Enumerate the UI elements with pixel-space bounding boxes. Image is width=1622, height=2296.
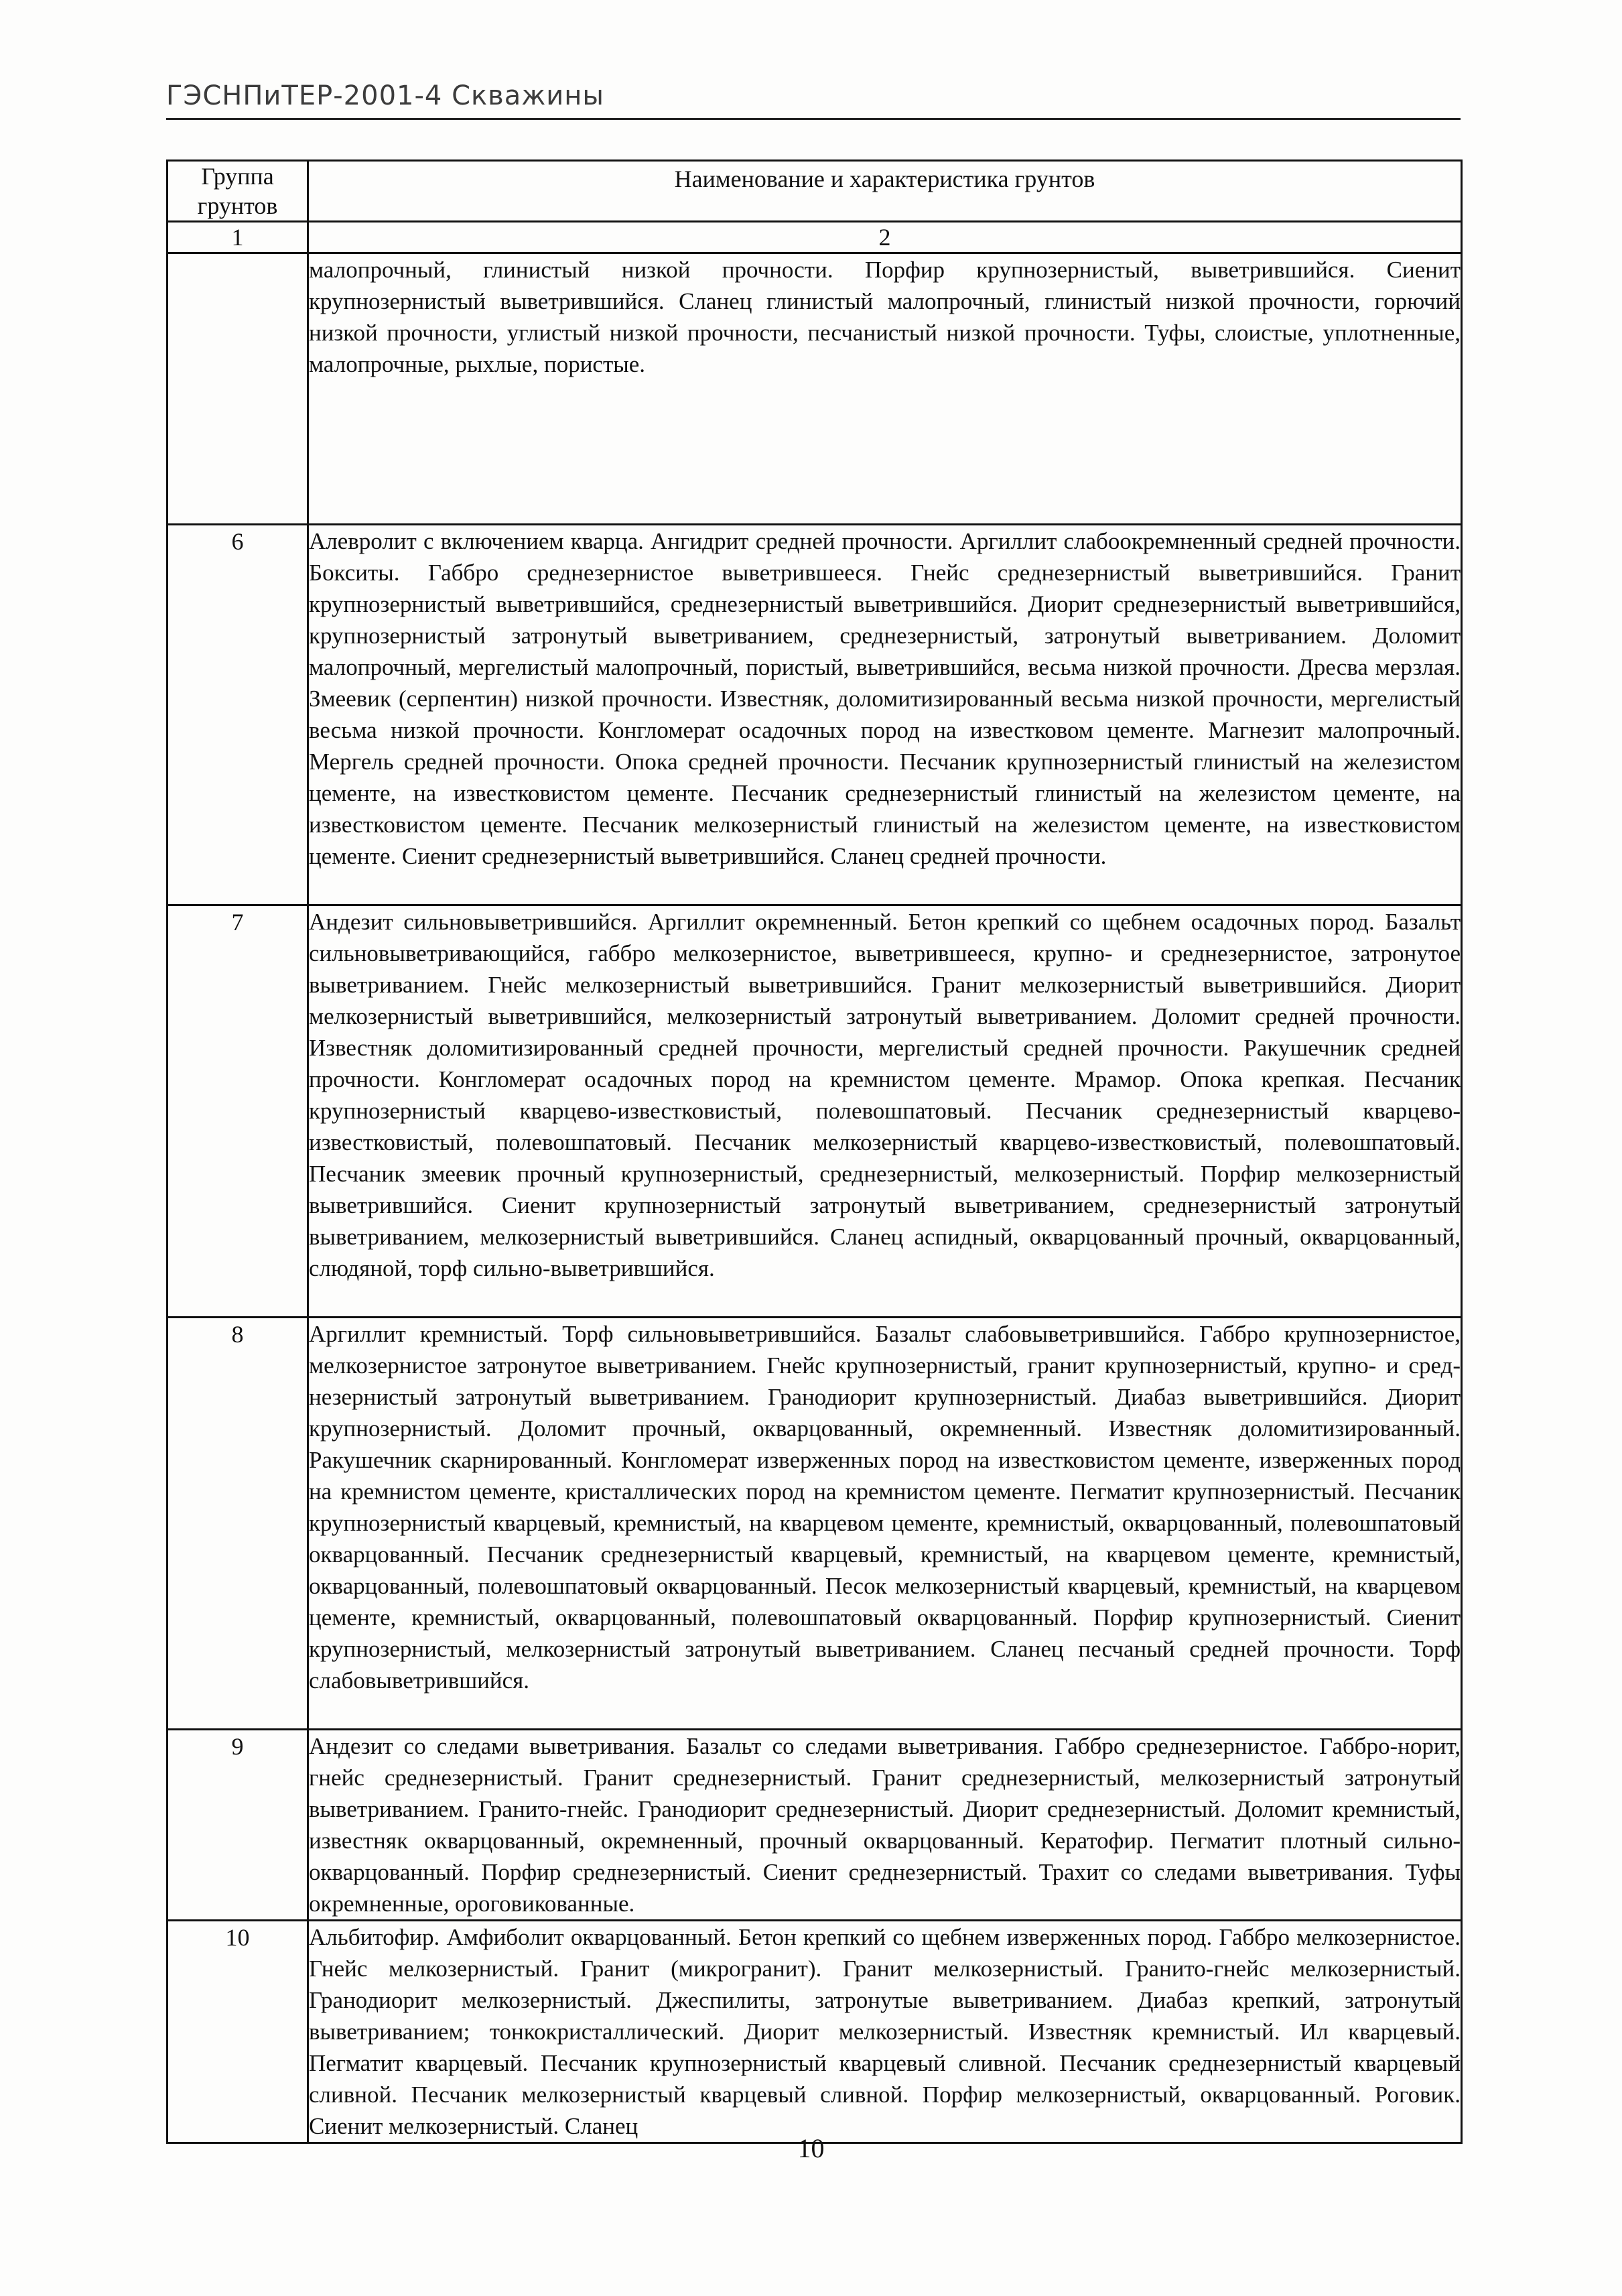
soil-groups-table [166, 160, 1463, 2144]
column-number-row [167, 222, 1462, 253]
group-number: 8 [167, 1318, 308, 1730]
group-number [167, 253, 308, 525]
group-number: 10 [167, 1921, 308, 2143]
table-row [167, 905, 1462, 1318]
document-header: ГЭСНПиТЕР-2001-4 Скважины [166, 80, 605, 111]
column-header-name: Наименование и характеристика грунтов [308, 161, 1462, 222]
group-number: 6 [167, 525, 308, 905]
column-header-group: Группа грунтов [167, 161, 308, 222]
page-number: 10 [797, 2133, 825, 2163]
soil-description: Андезит сильновыветрившийся. Аргиллит окремненный. Бетон крепкий со щебнем осадочных пород. Базальт сильновыветривающийся, габбро мелкозернистое, выветрившееся, крупно- и среднезернистое, затронутое выветриванием. Гнейс мелкозернистый выветрившийся. Гранит мелкозернистый выветрившийся. Диорит мелкозернистый выветрившийся, мелкозернистый затронутый выветриванием. Доломит средней прочности. Известняк доломитизированный средней прочности, мергелистый средней прочности. Ракушечник средней прочности. Конгломерат осадочных пород на кремнистом цементе. Мрамор. Опока крепкая. Песчаник крупнозернистый кварцево-известковистый, полевошпатовый. Песчаник среднезернистый кварцево-известковистый, полевошпатовый. Песчаник мелкозернистый кварцево-известковистый, полевошпатовый. Песчаник змеевик прочный крупнозернистый, среднезернистый, мелкозернистый. Порфир мелкозернистый выветрившийся. Сиенит крупнозернистый затронутый выветриванием, среднезернистый затронутый выветриванием, мелкозернистый выветрившийся. Сланец аспидный, окварцованный прочный, окварцованный, слюдяной, торф сильно-выветрившийся. [308, 905, 1462, 1318]
table-row [167, 1318, 1462, 1730]
group-number: 9 [167, 1730, 308, 1921]
column-number-2: 2 [308, 222, 1462, 253]
table-header-row [167, 161, 1462, 222]
soil-description: Аргиллит кремнистый. Торф сильновыветрившийся. Базальт слабовыветрившийся. Габбро крупнозернистое, мелкозернистое затронутое выветриванием. Гнейс крупнозернистый, гранит крупнозернистый, крупно- и сред-незернистый затронутый выветриванием. Гранодиорит крупнозернистый. Диабаз выветрившийся. Диорит крупнозернистый. Доломит прочный, окварцованный, окремненный. Известняк доломитизированный. Ракушечник скарнированный. Конгломерат изверженных пород на известковистом цементе, изверженных пород на кремнистом цементе, кристаллических пород на кремнистом цементе. Пегматит крупнозернистый. Песчаник крупнозернистый кварцевый, кремнистый, на кварцевом цементе, кремнистый, окварцованный, полевошпатовый окварцованный. Песчаник среднезернистый кварцевый, кремнистый, на кварцевом цементе, кремнистый, окварцованный, полевошпатовый окварцованный. Песок мелкозернистый кварцевый, кремнистый, на кварцевом цементе, кремнистый, окварцованный, полевошпатовый окварцованный. Порфир крупнозернистый. Сиенит крупнозернистый, мелкозернистый затронутый выветриванием. Сланец песчаный средней прочности. Торф слабовыветрившийся. [308, 1318, 1462, 1730]
table-row [167, 1730, 1462, 1921]
soil-description: Андезит со следами выветривания. Базальт со следами выветривания. Габбро среднезернистое. Габбро-норит, гнейс среднезернистый. Гранит среднезернистый. Гранит среднезернистый, мелкозернистый затронутый выветриванием. Гранито-гнейс. Гранодиорит среднезернистый. Диорит среднезернистый. Доломит кремнистый, известняк окварцованный, окремненный, прочный окварцованный. Кератофир. Пегматит плотный сильно-окварцованный. Порфир среднезернистый. Сиенит среднезернистый. Трахит со следами выветривания. Туфы окремненные, ороговикованные. [308, 1730, 1462, 1921]
header-divider [166, 118, 1461, 120]
soil-description: малопрочный, глинистый низкой прочности. Порфир крупнозернистый, выветрившийся. Сиенит крупнозернистый выветрившийся. Сланец глинистый малопрочный, глинистый низкой прочности, горючий низкой прочности, углистый низкой прочности, песчанистый низкой прочности. Туфы, слоистые, уплотненные, малопрочные, рыхлые, пористые. [308, 253, 1462, 525]
group-number: 7 [167, 905, 308, 1318]
soil-description: Альбитофир. Амфиболит окварцованный. Бетон крепкий со щебнем изверженных пород. Габбро мелкозернистое. Гнейс мелкозернистый. Гранит (микрогранит). Гранит мелкозернистый. Гранито-гнейс мелкозернистый. Гранодиорит мелкозернистый. Джеспилиты, затронутые выветриванием. Диабаз крепкий, затронутый выветриванием; тонкокристаллический. Диорит мелкозернистый. Известняк кремнистый. Ил кварцевый. Пегматит кварцевый. Песчаник крупнозернистый кварцевый сливной. Песчаник среднезернистый кварцевый сливной. Песчаник мелкозернистый кварцевый сливной. Порфир мелкозернистый, окварцованный. Роговик. Сиенит мелкозернистый. Сланец [308, 1921, 1462, 2143]
table-row [167, 253, 1462, 525]
table-row [167, 1921, 1462, 2143]
soil-description: Алевролит с включением кварца. Ангидрит средней прочности. Аргиллит слабоокремненный средней прочности. Бокситы. Габбро среднезернистое выветрившееся. Гнейс среднезернистый выветрившийся. Гранит крупнозернистый выветрившийся, среднезернистый выветрившийся. Диорит среднезернистый выветрившийся, крупнозернистый затронутый выветриванием, среднезернистый, затронутый выветриванием. Доломит малопрочный, мергелистый малопрочный, пористый, выветрившийся, весьма низкой прочности. Дресва мерзлая. Змеевик (серпентин) низкой прочности. Известняк, доломитизированный весьма низкой прочности, мергелистый весьма низкой прочности. Конгломерат осадочных пород на известковом цементе. Магнезит малопрочный. Мергель средней прочности. Опока средней прочности. Песчаник крупнозернистый глинистый на железистом цементе, на известковистом цементе. Песчаник среднезернистый глинистый на железистом цементе, на известковистом цементе. Песчаник мелкозернистый глинистый на железистом цементе, на известковистом цементе. Сиенит среднезернистый выветрившийся. Сланец средней прочности. [308, 525, 1462, 905]
table-row [167, 525, 1462, 905]
column-number-1: 1 [167, 222, 308, 253]
